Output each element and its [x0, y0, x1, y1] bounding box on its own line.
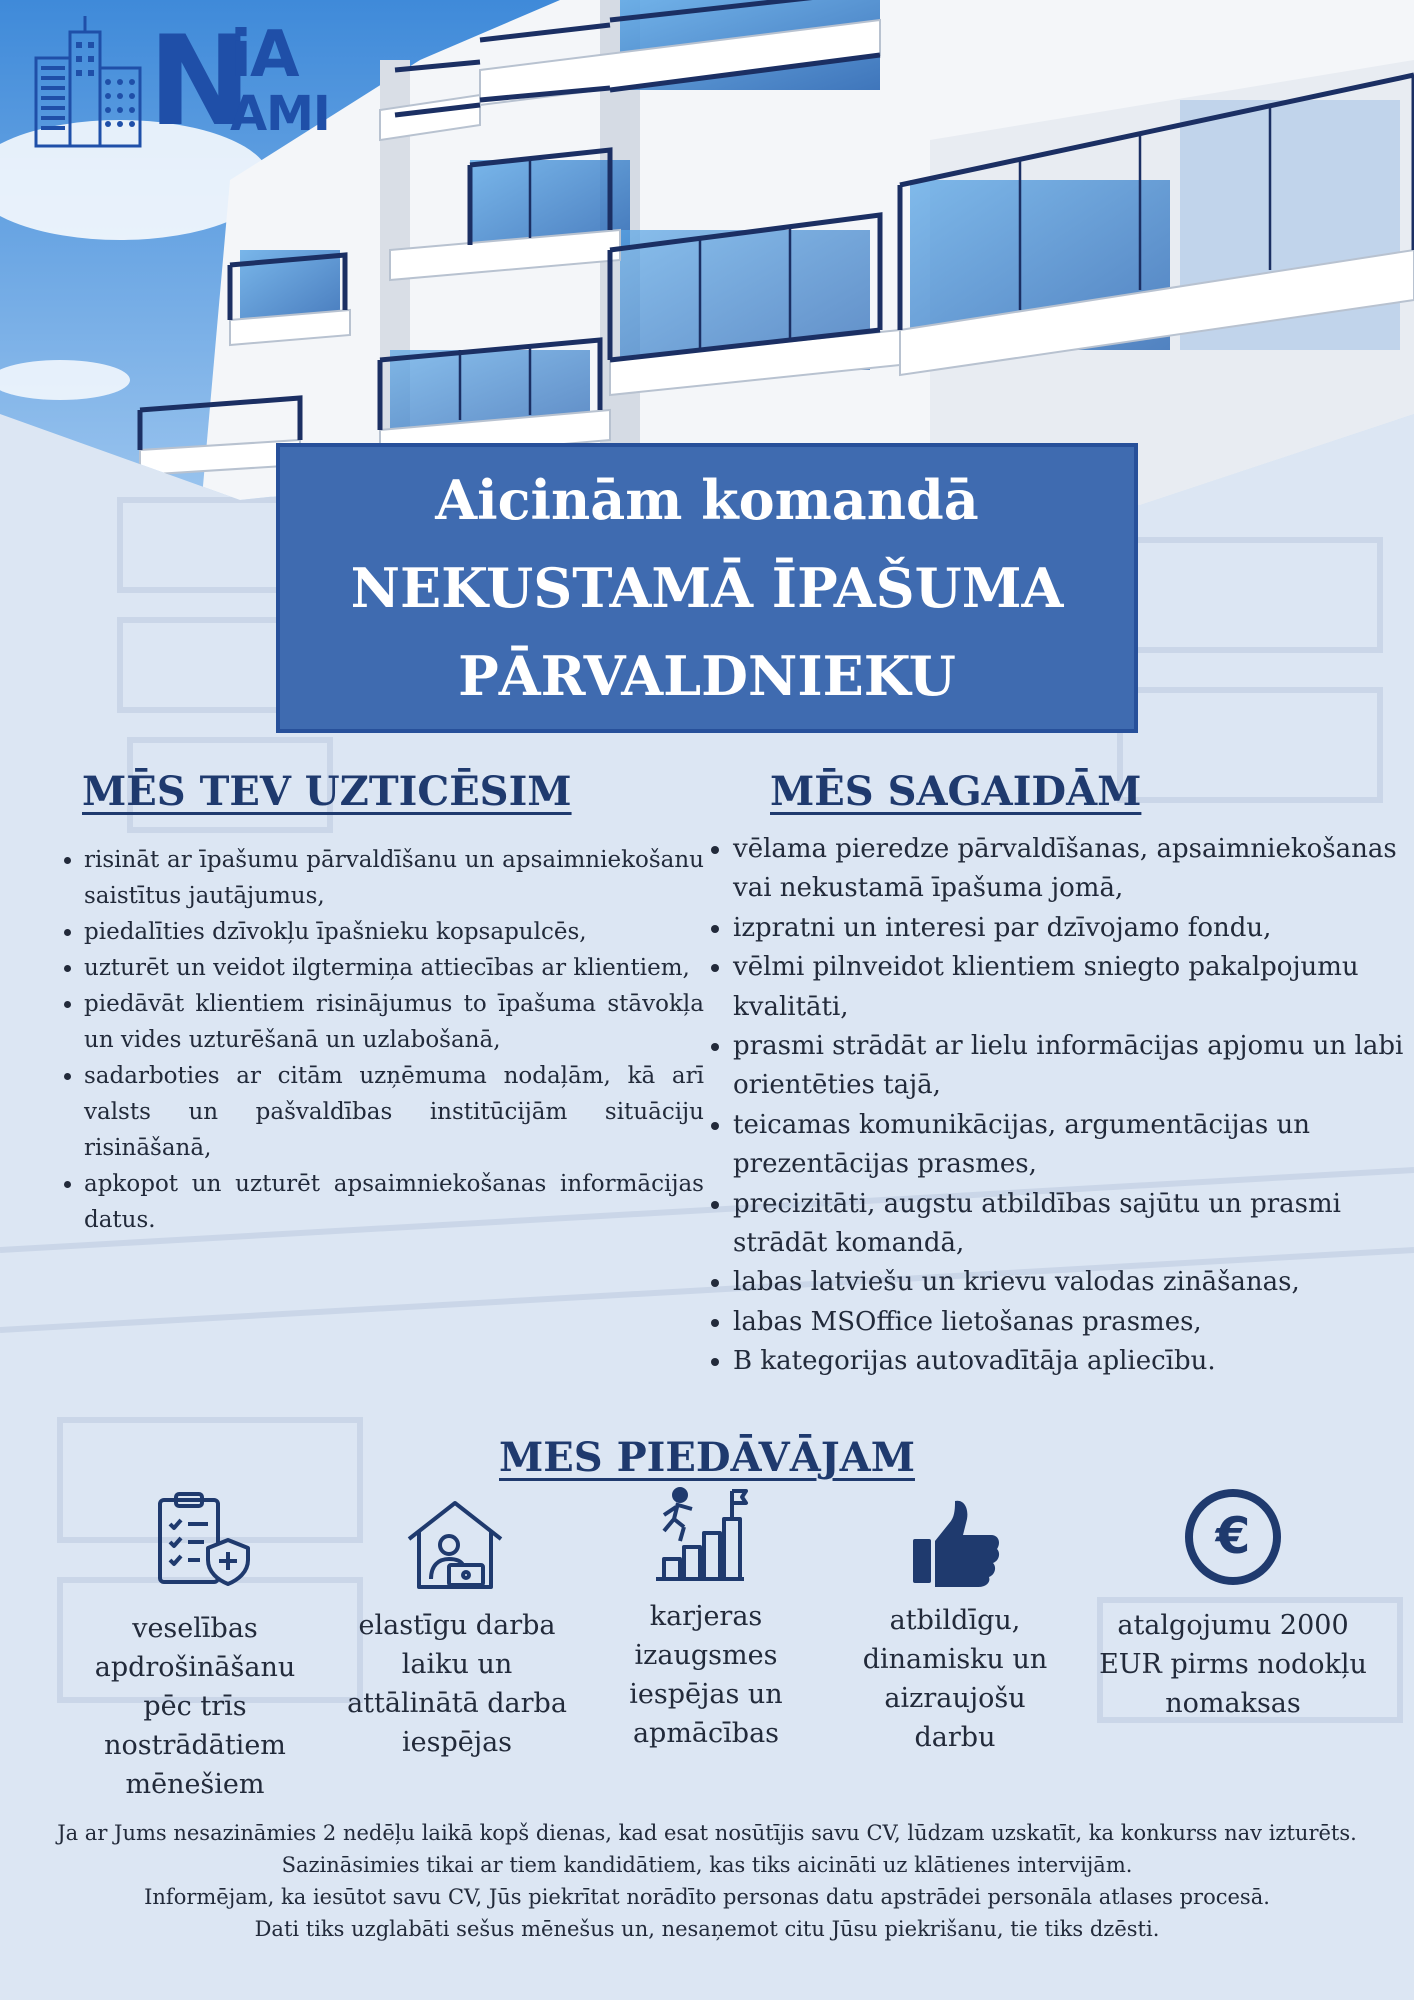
- list-item: • precizitāti, augstu atbildības sajūtu un prasmi strādāt komandā,: [733, 1185, 1414, 1264]
- offer-item-dynamic-work: atbildīgu, dinamisku un aizraujošu darbu: [862, 1605, 1048, 1753]
- list-item: • teicamas komunikācijas, argumentācijas un prezentācijas prasmes,: [733, 1106, 1414, 1185]
- offer-item-salary: atalgojumu 2000 EUR pirms nodokļu nomaksas: [1099, 1610, 1367, 1719]
- offer-item-flexible-hours: elastīgu darba laiku un attālinātā darba iespējas: [347, 1610, 567, 1758]
- list-item: • piedāvāt klientiem risinājumus to īpašuma stāvokļa un vides uzturēšanā un uzlabošanā,: [84, 986, 704, 1058]
- logo-letters-ami: AMI: [230, 86, 330, 142]
- left-column-heading: MĒS TEV UZTICĒSIM: [82, 768, 572, 815]
- title-line-3: PĀRVALDNIEKU: [458, 644, 956, 708]
- list-item: • prasmi strādāt ar lielu informācijas apjomu un labi orientēties tajā,: [733, 1027, 1414, 1106]
- title-banner: [276, 443, 1138, 733]
- responsibilities-list: [56, 842, 704, 1238]
- health-insurance-icon: [154, 1490, 254, 1590]
- logo-letter-n: N: [148, 10, 248, 154]
- logo-buildings-icon: [30, 12, 150, 152]
- thumbs-up-icon: [905, 1495, 1005, 1595]
- footer-line: Sazināsimies tikai ar tiem kandidātiem, kas tiks aicināti uz klātienes intervijām.: [281, 1853, 1133, 1877]
- offer-item-health-insurance: veselības apdrošināšanu pēc trīs nostrādātiem mēnešiem: [94, 1613, 296, 1800]
- list-item: • piedalīties dzīvokļu īpašnieku kopsapulcēs,: [84, 914, 704, 950]
- career-growth-icon: [650, 1485, 750, 1585]
- offer-item-career: karjeras izaugsmes iespējas un apmācības: [629, 1601, 783, 1749]
- requirements-list: [705, 830, 1414, 1382]
- remote-work-icon: [405, 1495, 505, 1595]
- list-item: • labas latviešu un krievu valodas zināšanas,: [733, 1263, 1414, 1302]
- right-column-heading: MĒS SAGAIDĀM: [770, 768, 1142, 815]
- footer-line: Dati tiks uzglabāti sešus mēnešus un, nesaņemot citu Jūsu piekrišanu, tie tiks dzēsti.: [254, 1917, 1160, 1941]
- title-line-2: NEKUSTAMĀ ĪPAŠUMA: [350, 556, 1064, 620]
- list-item: • izpratni un interesi par dzīvojamo fondu,: [733, 909, 1414, 948]
- list-item: • vēlama pieredze pārvaldīšanas, apsaimniekošanas vai nekustamā īpašuma jomā,: [733, 830, 1414, 909]
- list-item: • vēlmi pilnveidot klientiem sniegto pakalpojumu kvalitāti,: [733, 948, 1414, 1027]
- list-item: • apkopot un uzturēt apsaimniekošanas informācijas datus.: [84, 1166, 704, 1238]
- list-item: • labas MSOffice lietošanas prasmes,: [733, 1303, 1414, 1342]
- offer-heading: MES PIEDĀVĀJAM: [499, 1434, 915, 1481]
- list-item: • risināt ar īpašumu pārvaldīšanu un apsaimniekošanu saistītus jautājumus,: [84, 842, 704, 914]
- company-logo: [30, 12, 330, 152]
- footer-line: Ja ar Jums nesazināmies 2 nedēļu laikā kopš dienas, kad esat nosūtījis savu CV, lūdzam uzskatīt, ka konkurss nav izturēts.: [57, 1821, 1357, 1845]
- footer-notice: [0, 1817, 1414, 1945]
- list-item: • sadarboties ar citām uzņēmuma nodaļām, kā arī valsts un pašvaldības institūcijām situāciju risināšanā,: [84, 1058, 704, 1166]
- title-line-1: Aicinām komandā: [435, 468, 979, 532]
- euro-glyph: €: [1215, 1507, 1251, 1565]
- logo-letters-ia: iA: [230, 18, 298, 92]
- euro-coin-icon: [1183, 1487, 1283, 1587]
- list-item: • uzturēt un veidot ilgtermiņa attiecības ar klientiem,: [84, 950, 704, 986]
- footer-line: Informējam, ka iesūtot savu CV, Jūs piekrītat norādīto personas datu apstrādei personāla atlases procesā.: [144, 1885, 1270, 1909]
- list-item: • B kategorijas autovadītāja apliecību.: [733, 1342, 1414, 1381]
